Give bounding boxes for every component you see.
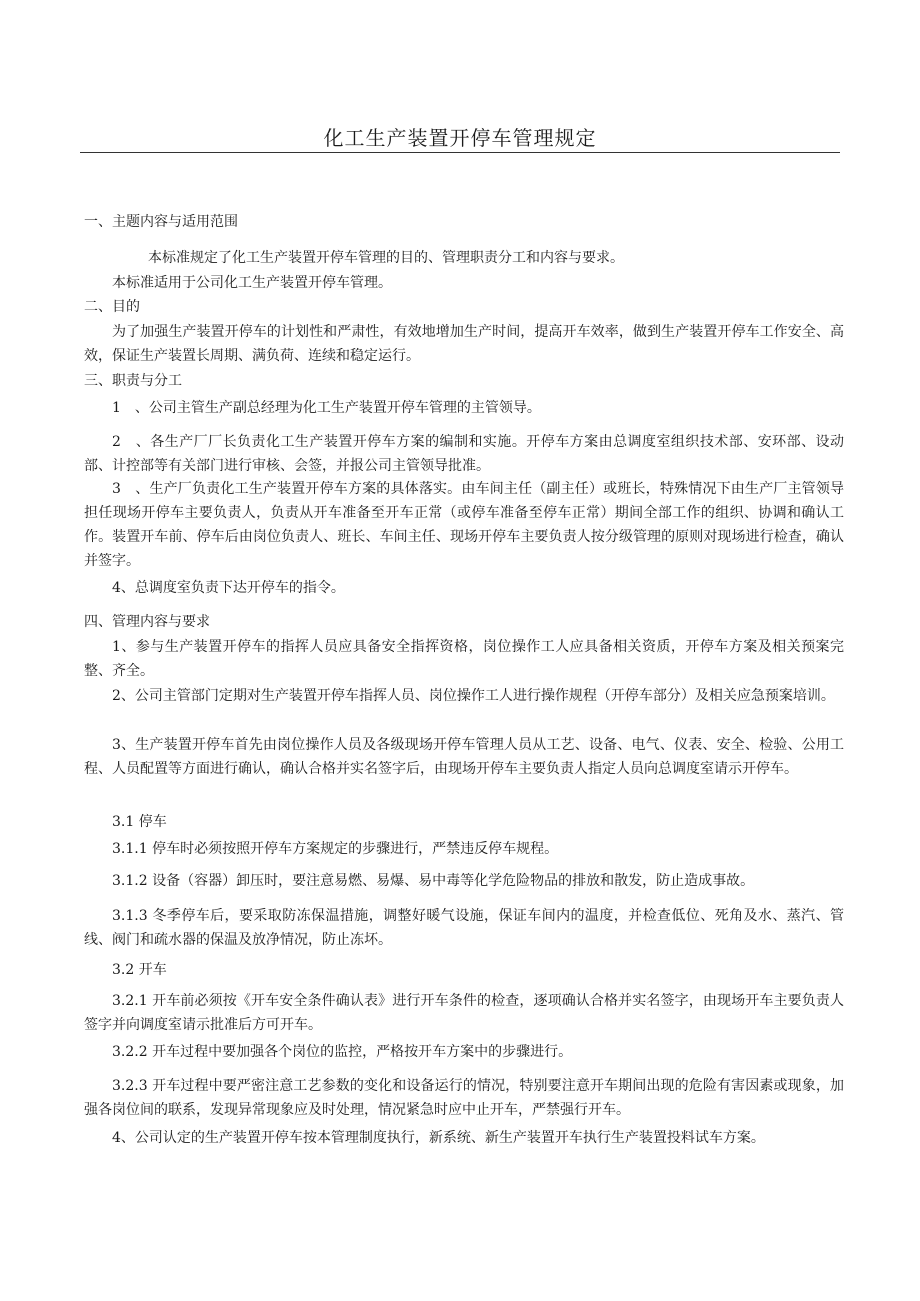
- list-item: 1、参与生产装置开停车的指挥人员应具备安全指挥资格，岗位操作工人应具备相关资质，开停车方案及相关预案完整、齐全。: [84, 639, 844, 679]
- list-item: 4、公司认定的生产装置开停车按本管理制度执行，新系统、新生产装置开车执行生产装置投料试车方案。: [112, 1130, 765, 1146]
- clause: 3.1.2 设备（容器）卸压时，要注意易燃、易爆、易中毒等化学危险物品的排放和散发，防止造成事故。: [112, 873, 755, 889]
- paragraph: 本标准规定了化工生产装置开停车管理的目的、管理职责分工和内容与要求。: [148, 250, 624, 266]
- section-heading-4: 四、管理内容与要求: [84, 614, 210, 630]
- paragraph: 为了加强生产装置开停车的计划性和严肃性，有效地增加生产时间，提高开车效率，做到生产装置开停车工作安全、高效，保证生产装置长周期、满负荷、连续和稳定运行。: [84, 324, 844, 364]
- section-heading-2: 二、目的: [84, 299, 140, 315]
- clause: 3.2.2 开车过程中要加强各个岗位的监控，严格按开车方案中的步骤进行。: [112, 1044, 573, 1060]
- clause: 3.1.1 停车时必须按照开停车方案规定的步骤进行，严禁违反停车规程。: [112, 841, 559, 857]
- section-heading-3: 三、职责与分工: [84, 373, 182, 389]
- clause: 3.2.3 开车过程中要严密注意工艺参数的变化和设备运行的情况，特别要注意开车期间出现的危险有害因素或现象，加强各岗位间的联系，发现异常现象应及时处理，情况紧急时应中止开车，严禁强行开车。: [84, 1078, 844, 1118]
- list-item: 2、公司主管部门定期对生产装置开停车指挥人员、岗位操作工人进行操作规程（开停车部分）及相关应急预案培训。: [112, 688, 835, 704]
- document-title: 化工生产装置开停车管理规定: [323, 126, 597, 150]
- title-divider: [80, 152, 840, 153]
- list-item: 2 、各生产厂厂长负责化工生产装置开停车方案的编制和实施。开停车方案由总调度室组织技术部、安环部、设动部、计控部等有关部门进行审核、会签，并报公司主管领导批准。: [84, 434, 844, 474]
- list-item: 3、生产装置开停车首先由岗位操作人员及各级现场开停车管理人员从工艺、设备、电气、仪表、安全、检验、公用工程、人员配置等方面进行确认，确认合格并实名签字后，由现场开停车主要负责人指定人员向总调度室请示开停车。: [84, 737, 844, 777]
- list-item: 4、总调度室负责下达开停车的指令。: [112, 580, 345, 596]
- subsection-heading: 3.1 停车: [112, 814, 167, 830]
- paragraph: 本标准适用于公司化工生产装置开停车管理。: [112, 275, 392, 291]
- list-item: 3 、生产厂负责化工生产装置开停车方案的具体落实。由车间主任（副主任）或班长，特殊情况下由生产厂主管领导担任现场开停车主要负责人，负责从开车准备至开车正常（或停车准备至停车正常）期间全部工作的组织、协调和确认工作。装置开车前、停车后由岗位负责人、班长、车间主任、现场开停车主要负责人按分级管理的原则对现场进行检查，确认并签字。: [84, 481, 844, 569]
- subsection-heading: 3.2 开车: [112, 962, 167, 978]
- clause: 3.2.1 开车前必须按《开车安全条件确认表》进行开车条件的检查，逐项确认合格并实名签字，由现场开车主要负责人签字并向调度室请示批准后方可开车。: [84, 993, 844, 1033]
- section-heading-1: 一、主题内容与适用范围: [84, 214, 238, 230]
- clause: 3.1.3 冬季停车后，要采取防冻保温措施，调整好暖气设施，保证车间内的温度，并检查低位、死角及水、蒸汽、管线、阀门和疏水器的保温及放净情况，防止冻坏。: [84, 908, 844, 948]
- list-item: 1 、公司主管生产副总经理为化工生产装置开停车管理的主管领导。: [112, 400, 541, 416]
